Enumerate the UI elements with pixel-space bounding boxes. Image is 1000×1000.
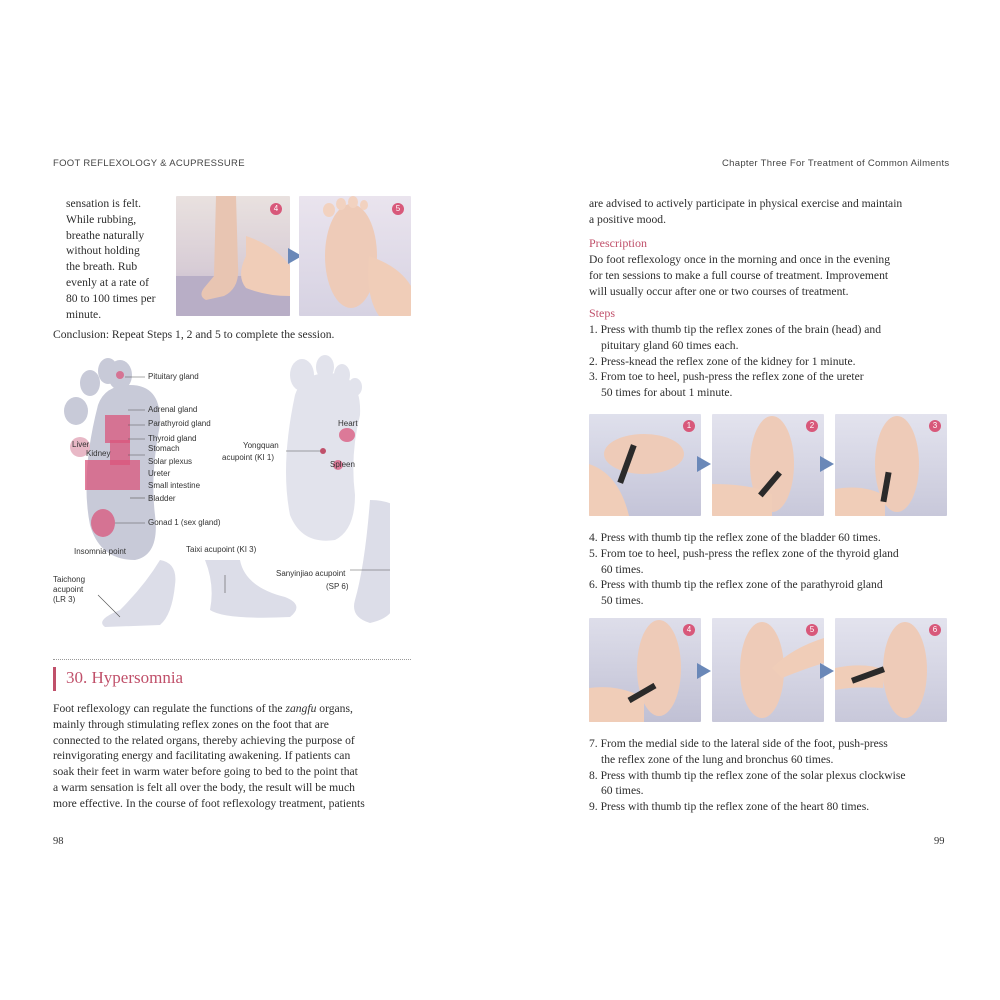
text-line: more effective. In the course of foot reflexology treatment, patients [53, 796, 365, 810]
step-badge: 3 [929, 420, 941, 432]
conclusion-text: Conclusion: Repeat Steps 1, 2 and 5 to complete the session. [53, 328, 335, 341]
step-text: 6. Press with thumb tip the reflex zone of the parathyroid gland [589, 578, 883, 592]
label-taichong-acupoint: acupoint [53, 585, 84, 594]
prescription-text [589, 252, 949, 299]
step-photo-6 [835, 618, 947, 722]
label-yongquan-acupoint: acupoint (KI 1) [222, 453, 275, 462]
step-badge: 4 [270, 203, 282, 215]
text-line: Do foot reflexology once in the morning and once in the evening [589, 253, 891, 266]
step-text-cont: 50 times. [601, 594, 644, 608]
step-badge: 1 [683, 420, 695, 432]
label-stomach: Stomach [148, 444, 180, 453]
arrow-icon [697, 663, 711, 679]
step-badge: 6 [929, 624, 941, 636]
step-item [589, 369, 949, 401]
text-line: soak their feet in warm water before going to bed to the point that [53, 765, 358, 779]
step-text: 2. Press-knead the reflex zone of the kidney for 1 minute. [589, 354, 856, 368]
label-yongquan: Yongquan [243, 441, 279, 450]
step-badge: 5 [392, 203, 404, 215]
label-spleen: Spleen [330, 460, 355, 469]
step-text: 5. From toe to heel, push-press the reflex zone of the thyroid gland [589, 546, 899, 560]
step-text-cont: 60 times. [601, 562, 644, 576]
page-number-right: 99 [934, 836, 945, 847]
label-small-intestine: Small intestine [148, 481, 201, 490]
arrow-icon [820, 456, 834, 472]
label-heart: Heart [338, 419, 358, 428]
heart-zone [339, 428, 355, 442]
text-line: will usually occur after one or two courses of treatment. [589, 284, 849, 298]
step-photo-1 [589, 414, 701, 516]
step-text: 3. From toe to heel, push-press the reflex zone of the ureter [589, 370, 864, 384]
label-insomnia: Insomnia point [74, 547, 127, 556]
intro-text [66, 196, 176, 322]
text-line: are advised to actively participate in physical exercise and maintain [589, 197, 903, 210]
label-solar-plexus: Solar plexus [148, 457, 193, 466]
label-liver: Liver [72, 440, 90, 449]
label-taichong-code: (LR 3) [53, 595, 76, 604]
step-text-cont: the reflex zone of the lung and bronchus 60 times. [601, 752, 834, 766]
text-line: connected to the related organs, thereby achieving the purpose of [53, 733, 355, 747]
text-line: a warm sensation is felt all over the body, the result will be much [53, 780, 355, 794]
text-line: mainly through stimulating reflex zones on the foot that are [53, 717, 329, 731]
label-bladder: Bladder [148, 494, 176, 503]
text-line: a positive mood. [589, 212, 666, 226]
label-thyroid: Thyroid gland [148, 434, 197, 443]
step-item [589, 530, 949, 546]
label-parathyroid: Parathyroid gland [148, 419, 211, 428]
label-taichong: Taichong [53, 575, 86, 584]
text-line: evenly at a rate of [66, 275, 150, 289]
label-ureter: Ureter [148, 469, 171, 478]
step-text-cont: pituitary gland 60 times each. [601, 338, 739, 352]
text-line: While rubbing, [66, 212, 137, 226]
foot-side-1 [102, 560, 175, 627]
text-line: for ten sessions to make a full course of treatment. Improvement [589, 268, 889, 282]
steps-list-2 [589, 530, 949, 609]
step-text: 7. From the medial side to the lateral side of the foot, push-press [589, 737, 888, 750]
step-item [589, 768, 949, 800]
step-text: 9. Press with thumb tip the reflex zone of the heart 80 times. [589, 800, 870, 814]
text-line: 80 to 100 times per [66, 291, 156, 305]
text-line: Foot reflexology can regulate the functions of the zangfu organs, [53, 702, 353, 715]
text-line: minute. [66, 307, 102, 321]
arrow-icon [697, 456, 711, 472]
step-photo-5b [712, 618, 824, 722]
running-header-left: FOOT REFLEXOLOGY & ACUPRESSURE [53, 158, 245, 169]
label-taixi: Taixi acupoint (KI 3) [186, 545, 257, 554]
step-badge: 4 [683, 624, 695, 636]
section-divider [53, 659, 411, 660]
text-line: without holding [66, 244, 140, 258]
right-sole-shape [286, 373, 360, 541]
step-item [589, 322, 949, 354]
step-text: 8. Press with thumb tip the reflex zone of the solar plexus clockwise [589, 768, 906, 782]
steps-heading: Steps [589, 306, 616, 320]
prescription-heading: Prescription [589, 236, 647, 250]
text-line: reinvigorating energy and facilitating awakening. If patients can [53, 749, 351, 763]
step-item [589, 736, 949, 768]
step-photo-4b [589, 618, 701, 722]
steps-list-1 [589, 322, 949, 401]
step-photo-2 [712, 414, 824, 516]
step-text: 4. Press with thumb tip the reflex zone of the bladder 60 times. [589, 531, 881, 544]
step-item [589, 577, 949, 609]
step-photo-3 [835, 414, 947, 516]
label-sanyinjiao: Sanyinjiao acupoint [276, 569, 346, 578]
step-item [589, 799, 949, 815]
text-line: sensation is felt. [66, 197, 142, 210]
step-text: 1. Press with thumb tip the reflex zones of the brain (head) and [589, 323, 882, 336]
section-title: 30. Hypersomnia [66, 668, 184, 687]
label-pituitary: Pituitary gland [148, 372, 199, 381]
step-badge: 5 [806, 624, 818, 636]
step-item [589, 546, 949, 578]
pituitary-zone [116, 371, 124, 379]
arrow-icon [820, 663, 834, 679]
steps-list-3 [589, 736, 949, 815]
step-photo-4 [176, 196, 290, 316]
step-photo-5 [299, 196, 411, 316]
label-sanyinjiao-code: (SP 6) [326, 582, 349, 591]
leg-side-3 [354, 500, 390, 623]
yongquan-point [320, 448, 326, 454]
step-text-cont: 50 times for about 1 minute. [601, 386, 733, 400]
continuation-text [589, 196, 949, 228]
label-adrenal: Adrenal gland [148, 405, 198, 414]
gonad-zone [91, 509, 115, 537]
step-item [589, 354, 949, 370]
running-header-right: Chapter Three For Treatment of Common Ailments [722, 158, 950, 169]
text-line: the breath. Rub [66, 260, 138, 274]
reflexology-diagram [50, 355, 390, 635]
label-kidney: Kidney [86, 449, 111, 458]
label-gonad: Gonad 1 (sex gland) [148, 518, 221, 527]
hypersomnia-paragraph [53, 701, 413, 812]
step-badge: 2 [806, 420, 818, 432]
text-line: breathe naturally [66, 228, 145, 242]
page-number-left: 98 [53, 836, 64, 847]
step-text-cont: 60 times. [601, 784, 644, 798]
section-accent-bar [53, 667, 56, 691]
